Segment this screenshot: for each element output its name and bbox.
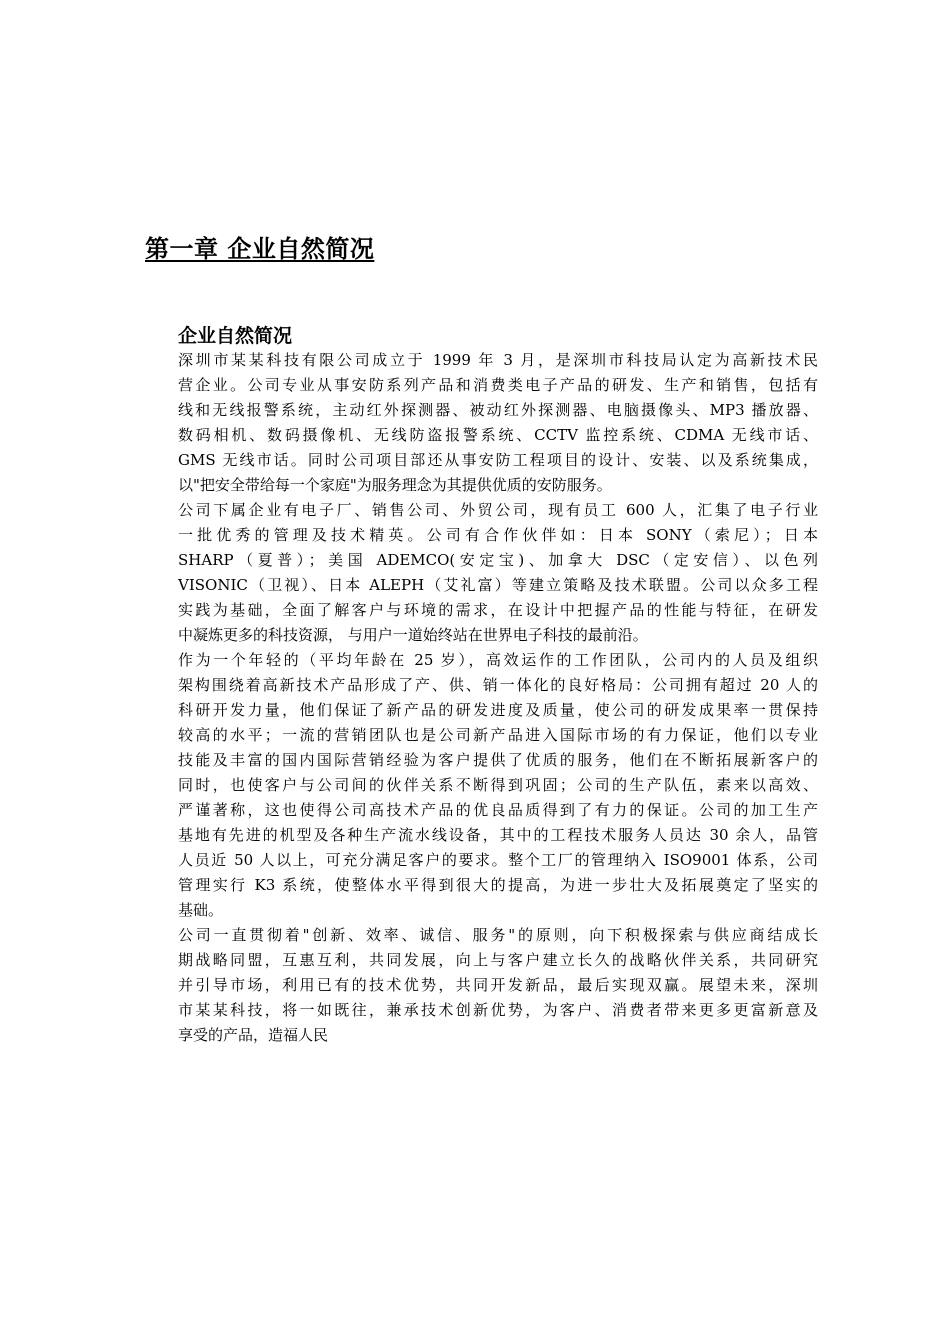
text-line: 架构围绕着高新技术产品形成了产、供、销一体化的良好格局：公司拥有超过 20 人的 xyxy=(178,676,818,694)
text-line: 以"把安全带给每一个家庭"为服务理念为其提供优质的安防服务。 xyxy=(178,476,612,494)
text-line: 一批优秀的管理及技术精英。公司有合作伙伴如：日本 SONY（索尼）；日本 xyxy=(178,526,818,544)
text-line: 线和无线报警系统，主动红外探测器、被动红外探测器、电脑摄像头、MP3 播放器、 xyxy=(178,401,818,419)
text-line: 实践为基础，全面了解客户与环境的需求，在设计中把握产品的性能与特征，在研发 xyxy=(178,601,818,619)
text-line: 作为一个年轻的（平均年龄在 25 岁），高效运作的工作团队，公司内的人员及组织 xyxy=(178,651,818,669)
text-line: 数码相机、数码摄像机、无线防盗报警系统、CCTV 监控系统、CDMA 无线市话、 xyxy=(178,426,818,444)
chapter-title: 第一章 企业自然简况 xyxy=(145,235,375,263)
text-line: 较高的水平；一流的营销团队也是公司新产品进入国际市场的有力保证，他们以专业 xyxy=(178,726,818,744)
text-line: GMS 无线市话。同时公司项目部还从事安防工程项目的设计、安装、以及系统集成， xyxy=(178,451,818,469)
text-line: VISONIC（卫视）、日本 ALEPH（艾礼富）等建立策略及技术联盟。公司以众多工程 xyxy=(178,576,818,594)
text-line: 人员近 50 人以上，可充分满足客户的要求。整个工厂的管理纳入 ISO9001 体系，公司 xyxy=(178,851,818,869)
text-line: 公司一直贯彻着"创新、效率、诚信、服务"的原则，向下积极探索与供应商结成长 xyxy=(178,926,818,944)
text-line: 期战略同盟，互惠互利，共同发展，向上与客户建立长久的战略伙伴关系，共同研究 xyxy=(178,951,818,969)
section-title: 企业自然简况 xyxy=(178,325,293,347)
text-line: 深圳市某某科技有限公司成立于 1999 年 3 月，是深圳市科技局认定为高新技术民 xyxy=(178,351,818,369)
text-line: 科研开发力量，他们保证了新产品的研发进度及质量，使公司的研发成果率一贯保持 xyxy=(178,701,818,719)
body-text xyxy=(178,348,818,1048)
text-line: 市某某科技，将一如既往，兼承技术创新优势，为客户、消费者带来更多更富新意及 xyxy=(178,1001,818,1019)
text-line: 技能及丰富的国内国际营销经验为客户提供了优质的服务，他们在不断拓展新客户的 xyxy=(178,751,818,769)
text-line: 基础。 xyxy=(178,901,224,919)
text-line: SHARP（夏普）；美国 ADEMCO(安定宝)、加拿大 DSC（定安信）、以色列 xyxy=(178,551,818,569)
text-line: 公司下属企业有电子厂、销售公司、外贸公司，现有员工 600 人，汇集了电子行业 xyxy=(178,501,818,519)
text-line: 营企业。公司专业从事安防系列产品和消费类电子产品的研发、生产和销售，包括有 xyxy=(178,376,818,394)
text-line: 同时，也使客户与公司间的伙伴关系不断得到巩固；公司的生产队伍，素来以高效、 xyxy=(178,776,818,794)
text-line: 严谨著称，这也使得公司高技术产品的优良品质得到了有力的保证。公司的加工生产 xyxy=(178,801,818,819)
text-line: 中凝炼更多的科技资源， 与用户一道始终站在世界电子科技的最前沿。 xyxy=(178,626,648,644)
text-line: 基地有先进的机型及各种生产流水线设备，其中的工程技术服务人员达 30 余人，品管 xyxy=(178,826,818,844)
text-line: 并引导市场，利用已有的技术优势，共同开发新品，最后实现双赢。展望未来，深圳 xyxy=(178,976,818,994)
text-line: 享受的产品，造福人民 xyxy=(178,1026,329,1044)
text-line: 管理实行 K3 系统，使整体水平得到很大的提高，为进一步壮大及拓展奠定了坚实的 xyxy=(178,876,818,894)
